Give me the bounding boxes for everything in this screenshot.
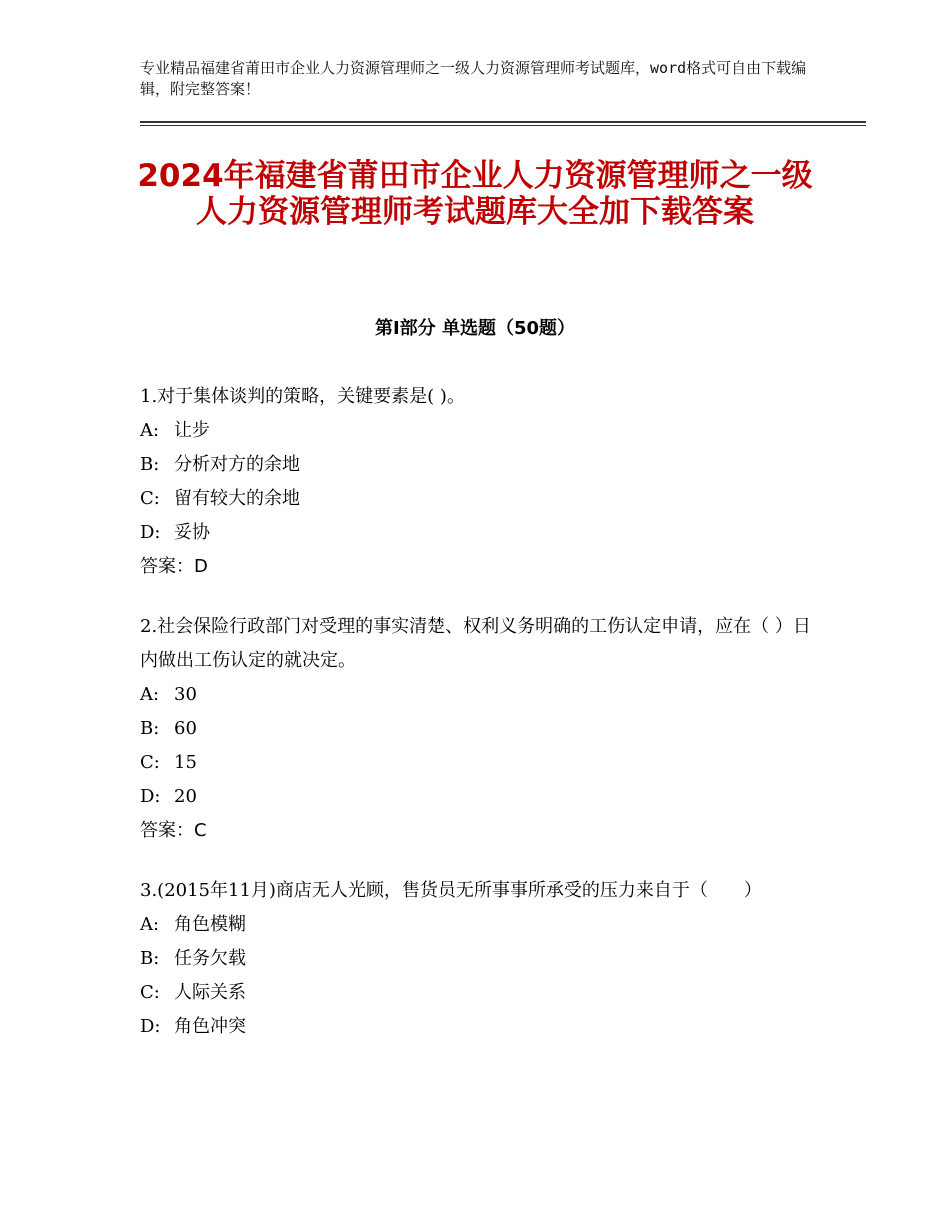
- option-letter: C:: [140, 752, 160, 773]
- question-stem: 1.对于集体谈判的策略，关键要素是( )。: [140, 386, 465, 407]
- answer: 答案：C: [140, 820, 207, 841]
- section-title: 第Ⅰ部分 单选题（50题）: [374, 318, 575, 339]
- option-text: 留有较大的余地: [174, 488, 300, 509]
- option-b: [140, 448, 820, 482]
- document-title: 2024年福建省莆田市企业人力资源管理师之一级人力资源管理师考试题库大全加下载答案: [137, 158, 813, 230]
- option-text: 让步: [174, 420, 210, 441]
- option-c: [140, 976, 820, 1010]
- option-text: 30: [174, 684, 197, 705]
- header-rule-thick: [140, 121, 866, 123]
- option-c: [140, 482, 820, 516]
- option-letter: A:: [140, 420, 160, 441]
- option-text: 20: [174, 786, 197, 807]
- option-letter: D:: [140, 1016, 161, 1037]
- option-text: 人际关系: [174, 982, 246, 1003]
- option-text: 妥协: [174, 522, 210, 543]
- header-note: 专业精品福建省莆田市企业人力资源管理师之一级人力资源管理师考试题库，word格式可自由下载编辑，附完整答案！: [140, 59, 807, 98]
- option-c: [140, 746, 820, 780]
- option-letter: C:: [140, 982, 160, 1003]
- option-letter: B:: [140, 948, 160, 969]
- option-text: 60: [174, 718, 197, 739]
- option-letter: B:: [140, 454, 160, 475]
- option-letter: A:: [140, 684, 160, 705]
- option-text: 分析对方的余地: [174, 454, 300, 475]
- option-letter: B:: [140, 718, 160, 739]
- question-stem: 3.(2015年11月)商店无人光顾，售货员无所事事所承受的压力来自于（ ）: [140, 880, 762, 901]
- option-text: 角色模糊: [174, 914, 246, 935]
- question-2: [140, 610, 820, 848]
- option-b: [140, 942, 820, 976]
- option-b: [140, 712, 820, 746]
- option-a: [140, 678, 820, 712]
- question-3: [140, 874, 820, 1044]
- option-letter: D:: [140, 522, 161, 543]
- question-stem: 2.社会保险行政部门对受理的事实清楚、权利义务明确的工伤认定申请，应在（ ）日内做出工伤认定的就决定。: [140, 616, 811, 671]
- option-text: 角色冲突: [174, 1016, 246, 1037]
- option-a: [140, 908, 820, 942]
- option-text: 15: [174, 752, 197, 773]
- option-text: 任务欠载: [174, 948, 246, 969]
- option-letter: D:: [140, 786, 161, 807]
- option-d: [140, 1010, 820, 1044]
- answer: 答案：D: [140, 556, 208, 577]
- option-d: [140, 516, 820, 550]
- option-letter: C:: [140, 488, 160, 509]
- question-list: [140, 380, 820, 1070]
- option-letter: A:: [140, 914, 160, 935]
- question-1: [140, 380, 820, 584]
- header-rule-thin: [140, 125, 866, 126]
- option-d: [140, 780, 820, 814]
- option-a: [140, 414, 820, 448]
